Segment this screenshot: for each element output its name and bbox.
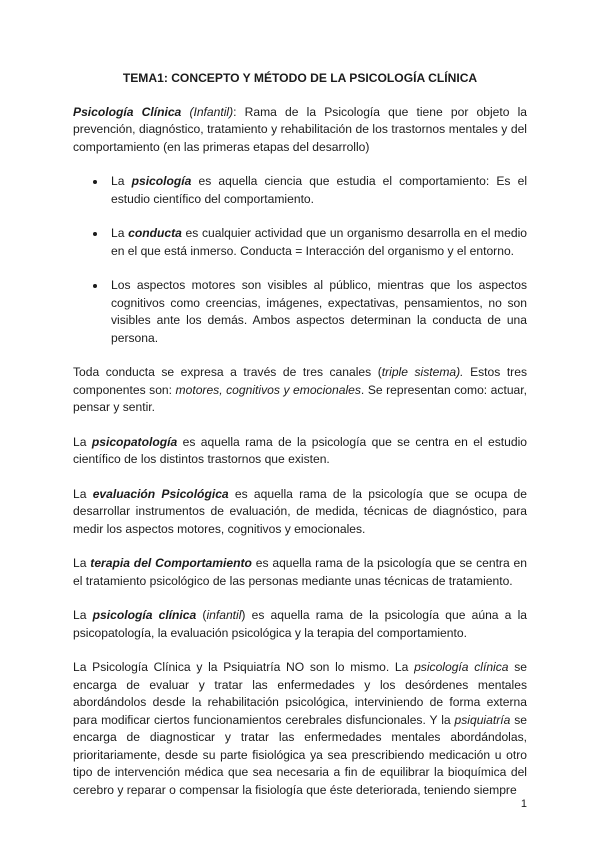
term-psicologia-clinica: psicología clínica <box>92 608 197 622</box>
italic-text: triple sistema). <box>381 365 464 379</box>
paragraph-text: ( <box>196 608 207 622</box>
intro-definition: : Rama de la Psicología que tiene por objeto la prevención, diagnóstico, tratamiento y rehabilitación de los trastornos mentales y del comportamiento (en las primeras etapas del desarrollo) <box>73 104 528 154</box>
channels-paragraph <box>73 364 527 417</box>
paragraph-text: La <box>73 608 93 622</box>
psiquiatria-paragraph <box>73 659 527 799</box>
bullet-text: es cualquier actividad que un organismo desarrolla en el medio en el que está inmerso. Conducta = Interacción del organismo y el entorno. <box>111 226 528 258</box>
bullet-text: La <box>111 174 132 188</box>
clinica-paragraph <box>73 607 527 642</box>
italic-text: infantil <box>206 608 242 622</box>
paragraph-text: se encarga de diagnosticar y tratar las enfermedades mentales abordándolas, prioritariamente, desde su parte fisiológica ya sea prescribiendo medicación u otro tipo de intervención médica que sea necesaria a fin de equilibrar la bioquímica del cerebro y reparar o compensar la fisiología que éste deteriorada, teniendo siempre <box>73 712 527 797</box>
bullet-item-psicologia <box>107 173 527 208</box>
term-evaluacion: evaluación Psicológica <box>92 486 229 501</box>
paragraph-text: Toda conducta se expresa a través de tres canales ( <box>73 365 382 379</box>
paragraph-text: es aquella rama de la psicología que se centra en el tratamiento psicológico de las personas mediante unas técnicas de tratamiento. <box>73 556 527 588</box>
document-title: TEMA1: CONCEPTO Y MÉTODO DE LA PSICOLOGÍA CLÍNICA <box>122 71 478 85</box>
page-number: 1 <box>520 798 527 810</box>
bullet-item-conducta <box>107 225 527 260</box>
italic-text: psiquiatría <box>454 712 511 727</box>
italic-text: psicología clínica <box>414 660 509 674</box>
paragraph-text: se encarga de evaluar y tratar las enfermedades y los desórdenes mentales abordándolos desde la rehabilitación psicológica, interviniendo de forma externa para modificar ciertos funcionamientos cerebrales disfuncionales. Y la <box>73 660 527 727</box>
paragraph-text: Estos tres componentes son: <box>73 365 527 397</box>
intro-qualifier: (Infantil) <box>181 104 234 119</box>
bullet-item-aspectos <box>107 277 527 347</box>
paragraph-text: La <box>73 434 92 449</box>
paragraph-text: . Se representan como: actuar, pensar y sentir. <box>73 382 527 414</box>
paragraph-text: La <box>73 556 91 570</box>
intro-paragraph <box>73 104 527 157</box>
bullet-term: conducta <box>128 226 182 240</box>
bullet-text: es aquella ciencia que estudia el comportamiento: Es el estudio científico del comportamiento. <box>111 174 528 206</box>
paragraph-text: es aquella rama de la psicología que se ocupa de desarrollar instrumentos de evaluación, de medida, técnicas de diagnóstico, para medir los aspectos motores, cognitivos y emocionales. <box>73 486 527 536</box>
paragraph-text: La <box>73 486 93 501</box>
paragraph-text: La Psicología Clínica y la Psiquiatría NO son lo mismo. La <box>73 660 415 674</box>
terapia-paragraph <box>73 555 527 590</box>
bullet-text: La <box>111 226 129 240</box>
term-psicopatologia: psicopatología <box>91 434 178 449</box>
bullet-list <box>73 173 527 347</box>
bullet-text: Los aspectos motores son visibles al público, mientras que los aspectos cognitivos como creencias, imágenes, expectativas, pensamientos, no son visibles ante los demás. Ambos aspectos determinan la conducta de una persona. <box>111 278 527 345</box>
intro-term: Psicología Clínica <box>73 104 182 119</box>
term-terapia: terapia del Comportamiento <box>90 556 252 570</box>
italic-text: motores, cognitivos y emocionales <box>175 382 361 397</box>
psicopatologia-paragraph <box>73 434 527 469</box>
paragraph-text: es aquella rama de la psicología que se centra en el estudio científico de los distintos trastornos que existen. <box>73 434 528 466</box>
bullet-term: psicología <box>131 174 192 188</box>
evaluacion-paragraph <box>73 486 527 539</box>
paragraph-text: ) es aquella rama de la psicología que aúna a la psicopatología, la evaluación psicológica y la terapia del comportamiento. <box>73 608 527 640</box>
